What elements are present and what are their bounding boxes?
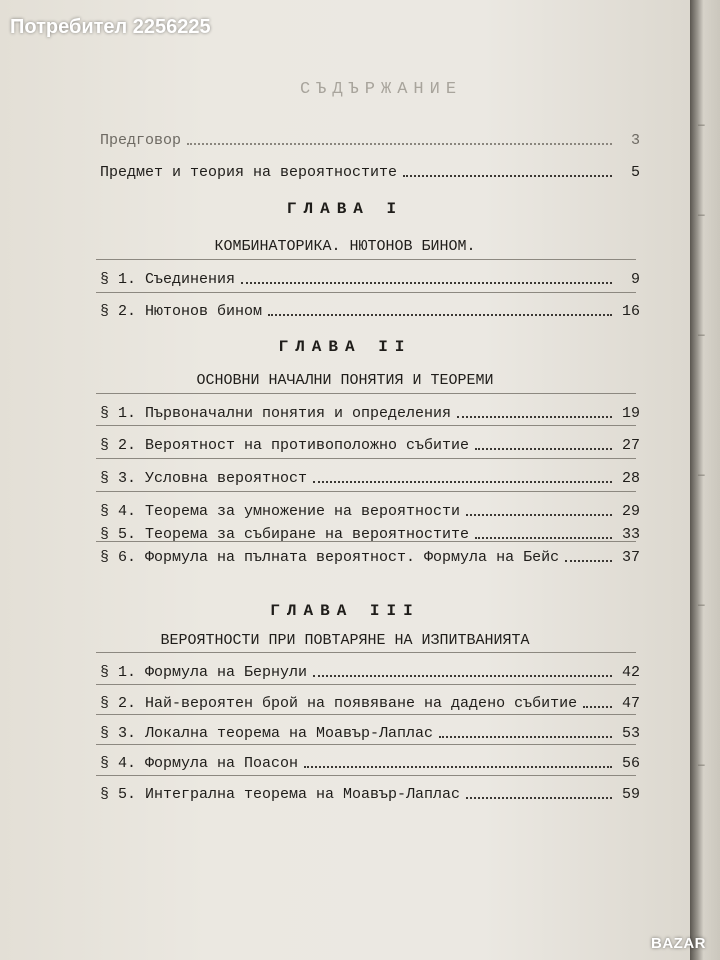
- dot-leader: [457, 416, 612, 418]
- dot-leader: [466, 797, 612, 799]
- toc-label: § 5. Интегрална теорема на Моавър-Лаплас: [100, 786, 461, 803]
- toc-page: 5: [630, 164, 640, 181]
- toc-page: 42: [621, 664, 640, 681]
- dot-leader: [565, 560, 612, 562]
- toc-label: § 4. Формула на Поасон: [100, 755, 299, 772]
- chapter-title-3: ВЕРОЯТНОСТИ ПРИ ПОВТАРЯНЕ НА ИЗПИТВАНИЯТА: [160, 632, 530, 649]
- toc-label: § 5. Теорема за събиране на вероятностите: [100, 526, 470, 543]
- toc-row: [100, 432, 640, 454]
- toc-page: 3: [630, 132, 640, 149]
- toc-page: 59: [621, 786, 640, 803]
- toc-label: § 1. Съединения: [100, 271, 236, 288]
- toc-row: [100, 720, 640, 742]
- toc-page: 37: [621, 549, 640, 566]
- toc-page: 33: [621, 526, 640, 543]
- toc-row: [100, 521, 640, 543]
- chapter-title-1: КОМБИНАТОРИКА. НЮТОНОВ БИНОМ.: [214, 238, 476, 255]
- toc-label: § 2. Вероятност на противоположно събитие: [100, 437, 470, 454]
- divider: [96, 714, 636, 715]
- toc-row: [100, 544, 640, 566]
- toc-row: [100, 400, 640, 422]
- divider: [96, 652, 636, 653]
- dot-leader: [313, 675, 612, 677]
- toc-page: 47: [621, 695, 640, 712]
- chapter-heading-2: ГЛАВА II: [278, 338, 412, 356]
- toc-label: § 1. Формула на Бернули: [100, 664, 308, 681]
- toc-row: [100, 498, 640, 520]
- toc-label: Предговор: [100, 132, 182, 149]
- dot-leader: [241, 282, 612, 284]
- toc-label: § 2. Най-вероятен брой на появяване на дадено събитие: [100, 695, 578, 712]
- dot-leader: [187, 143, 612, 145]
- toc-page: 56: [621, 755, 640, 772]
- toc-row-subject: [100, 159, 640, 181]
- toc-label: § 4. Теорема за умножение на вероятности: [100, 503, 461, 520]
- toc-label: § 3. Локална теорема на Моавър-Лаплас: [100, 725, 434, 742]
- toc-row: [100, 266, 640, 288]
- toc-page: 16: [621, 303, 640, 320]
- toc-label: § 3. Условна вероятност: [100, 470, 308, 487]
- toc-row: [100, 298, 640, 320]
- toc-row: [100, 750, 640, 772]
- toc-page: 29: [621, 503, 640, 520]
- toc-label: § 2. Нютонов бином: [100, 303, 263, 320]
- chapter-title-2: ОСНОВНИ НАЧАЛНИ ПОНЯТИЯ И ТЕОРЕМИ: [196, 372, 494, 389]
- toc-page: 28: [621, 470, 640, 487]
- dot-leader: [439, 736, 612, 738]
- divider: [96, 458, 636, 459]
- dot-leader: [583, 706, 612, 708]
- divider: [96, 292, 636, 293]
- chapter-heading-1: ГЛАВА I: [286, 200, 404, 218]
- toc-page: 9: [630, 271, 640, 288]
- divider: [96, 491, 636, 492]
- toc-page: 19: [621, 405, 640, 422]
- divider: [96, 775, 636, 776]
- toc-row: [100, 690, 640, 712]
- page-title: СЪДЪРЖАНИЕ: [300, 80, 463, 99]
- toc-label: § 1. Първоначални понятия и определения: [100, 405, 452, 422]
- dot-leader: [466, 514, 612, 516]
- toc-row: [100, 659, 640, 681]
- dot-leader: [304, 766, 612, 768]
- toc-row-preface: [100, 127, 640, 149]
- toc-label: Предмет и теория на вероятностите: [100, 164, 398, 181]
- user-watermark: Потребител 2256225: [10, 16, 211, 38]
- divider: [96, 684, 636, 685]
- toc-page: 27: [621, 437, 640, 454]
- site-logo: BAZAR: [651, 935, 706, 952]
- dot-leader: [475, 537, 612, 539]
- divider: [96, 744, 636, 745]
- divider: [96, 259, 636, 260]
- adjacent-page-edge: — — — — — —: [690, 0, 720, 960]
- dot-leader: [268, 314, 612, 316]
- divider: [96, 425, 636, 426]
- divider: [96, 541, 636, 542]
- dot-leader: [475, 448, 612, 450]
- dot-leader: [313, 481, 612, 483]
- toc-page: 53: [621, 725, 640, 742]
- toc-row: [100, 465, 640, 487]
- chapter-heading-3: ГЛАВА III: [270, 602, 420, 620]
- toc-row: [100, 781, 640, 803]
- dot-leader: [403, 175, 612, 177]
- toc-label: § 6. Формула на пълната вероятност. Формула на Бейс: [100, 549, 560, 566]
- divider: [96, 393, 636, 394]
